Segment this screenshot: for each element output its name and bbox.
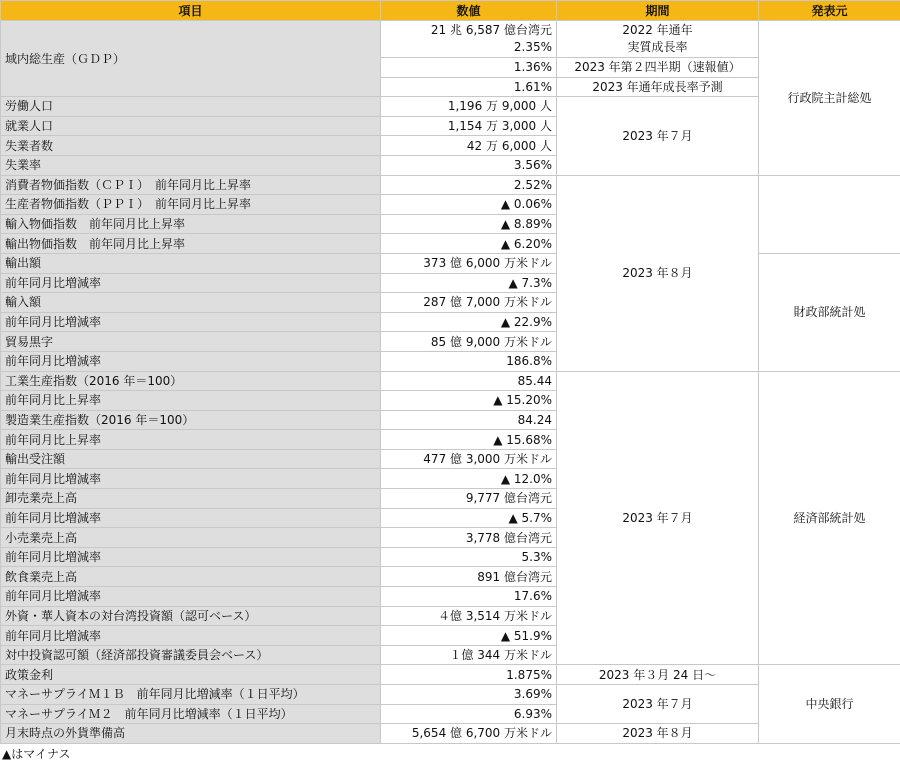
value-cell: 5.3% [381, 547, 557, 567]
item-label: 前年同月比増減率 [1, 273, 381, 293]
value-cell: 186.8% [381, 351, 557, 371]
value-cell: 1,154 万 3,000 人 [381, 116, 557, 136]
item-gdp: 域内総生産（ＧＤＰ） [1, 21, 381, 97]
value-cell: 6.93% [381, 704, 557, 724]
value-cell: 477 億 3,000 万米ドル [381, 449, 557, 469]
value-cell: 3,778 億台湾元 [381, 528, 557, 548]
item-label: 前年同月比増減率 [1, 547, 381, 567]
table-row [1, 253, 900, 273]
table-row [1, 371, 900, 391]
value-cell: ▲ 15.68% [381, 430, 557, 450]
header-period: 期間 [557, 1, 759, 21]
table-row [1, 175, 900, 195]
item-label: 消費者物価指数（ＣＰＩ） 前年同月比上昇率 [1, 175, 381, 195]
item-label: マネーサプライＭ２ 前年同月比増減率（１日平均） [1, 704, 381, 724]
item-label: 小売業売上高 [1, 528, 381, 548]
value-cell: 5,654 億 6,700 万米ドル [381, 724, 557, 744]
item-label: 輸出額 [1, 253, 381, 273]
value-cell: ▲ 5.7% [381, 508, 557, 528]
value-gdp-real-growth: 2.35% [513, 40, 552, 54]
value-gdp-nominal [381, 21, 557, 58]
source-dgbas: 行政院主計総処 [759, 21, 900, 176]
value-cell: 42 万 6,000 人 [381, 136, 557, 156]
value-cell: 9,777 億台湾元 [381, 489, 557, 509]
value-cell: 287 億 7,000 万米ドル [381, 293, 557, 313]
item-label: 輸出物価指数 前年同月比上昇率 [1, 234, 381, 254]
item-label: 前年同月比増減率 [1, 508, 381, 528]
item-label: 政策金利 [1, 665, 381, 685]
item-label: 前年同月比上昇率 [1, 391, 381, 411]
period-reserves: 2023 年８月 [557, 724, 759, 744]
value-cell: 373 億 6,000 万米ドル [381, 253, 557, 273]
period-labor: 2023 年７月 [557, 97, 759, 175]
value-cell: 1,196 万 9,000 人 [381, 97, 557, 117]
header-value: 数値 [381, 1, 557, 21]
value-cell: ▲ 8.89% [381, 214, 557, 234]
item-label: 貿易黒字 [1, 332, 381, 352]
footnote: ▲はマイナス [2, 746, 71, 761]
value-cell: 3.56% [381, 155, 557, 175]
item-label: 生産者物価指数（ＰＰＩ） 前年同月比上昇率 [1, 195, 381, 215]
period-gdp-2022 [557, 21, 759, 58]
value-cell: 2.52% [381, 175, 557, 195]
value-gdp-forecast: 1.61% [381, 77, 557, 97]
value-cell: 84.24 [381, 410, 557, 430]
period-gdp-forecast: 2023 年通年成長率予測 [557, 77, 759, 97]
item-label: 失業率 [1, 155, 381, 175]
item-label: 前年同月比増減率 [1, 351, 381, 371]
value-cell: 17.6% [381, 587, 557, 607]
period-gdp-real-label: 実質成長率 [627, 40, 688, 54]
value-cell: 85 億 9,000 万米ドル [381, 332, 557, 352]
item-label: 就業人口 [1, 116, 381, 136]
source-mof: 財政部統計処 [759, 253, 900, 371]
value-cell: ▲ 12.0% [381, 469, 557, 489]
item-label: 輸入額 [1, 293, 381, 313]
value-cell: 85.44 [381, 371, 557, 391]
value-cell: 891 億台湾元 [381, 567, 557, 587]
item-label: 飲食業売上高 [1, 567, 381, 587]
item-label: 失業者数 [1, 136, 381, 156]
item-label: 労働人口 [1, 97, 381, 117]
value-cell: ４億 3,514 万米ドル [381, 606, 557, 626]
item-label: 月末時点の外貨準備高 [1, 724, 381, 744]
table-row [1, 234, 900, 254]
item-label: 前年同月比上昇率 [1, 430, 381, 450]
period-policy-rate: 2023 年３月 24 日〜 [557, 665, 759, 685]
item-label: 前年同月比増減率 [1, 312, 381, 332]
item-label: 前年同月比増減率 [1, 626, 381, 646]
value-cell: ▲ 51.9% [381, 626, 557, 646]
value-cell: １億 344 万米ドル [381, 645, 557, 665]
period-industry: 2023 年７月 [557, 371, 759, 665]
item-label: 外資・華人資本の対台湾投資額（認可ベース） [1, 606, 381, 626]
item-label: マネーサプライＭ１Ｂ 前年同月比増減率（１日平均） [1, 685, 381, 705]
value-cell: ▲ 0.06% [381, 195, 557, 215]
table-row [1, 665, 900, 685]
table-row [1, 195, 900, 215]
value-cell: ▲ 6.20% [381, 234, 557, 254]
period-prices-trade: 2023 年８月 [557, 175, 759, 371]
value-cell: 1.875% [381, 665, 557, 685]
period-gdp-year: 2022 年通年 [622, 23, 693, 37]
item-label: 前年同月比増減率 [1, 587, 381, 607]
period-money-supply: 2023 年７月 [557, 685, 759, 724]
value-cell: ▲ 7.3% [381, 273, 557, 293]
table-row [1, 214, 900, 234]
source-cbc: 中央銀行 [759, 665, 900, 743]
item-label: 卸売業売上高 [1, 489, 381, 509]
item-label: 製造業生産指数（2016 年＝100） [1, 410, 381, 430]
value-cell: 3.69% [381, 685, 557, 705]
item-label: 前年同月比増減率 [1, 469, 381, 489]
value-gdp-q2: 1.36% [381, 58, 557, 78]
value-gdp-amount: 21 兆 6,587 億台湾元 [430, 23, 552, 37]
source-moea: 経済部統計処 [759, 371, 900, 665]
header-source: 発表元 [759, 1, 900, 21]
item-label: 輸入物価指数 前年同月比上昇率 [1, 214, 381, 234]
item-label: 対中投資認可額（経済部投資審議委員会ベース） [1, 645, 381, 665]
header-row [1, 1, 900, 21]
header-item: 項目 [1, 1, 381, 21]
item-label: 工業生産指数（2016 年＝100） [1, 371, 381, 391]
period-gdp-q2: 2023 年第２四半期（速報値） [557, 58, 759, 78]
item-label: 輸出受注額 [1, 449, 381, 469]
value-cell: ▲ 15.20% [381, 391, 557, 411]
value-cell: ▲ 22.9% [381, 312, 557, 332]
